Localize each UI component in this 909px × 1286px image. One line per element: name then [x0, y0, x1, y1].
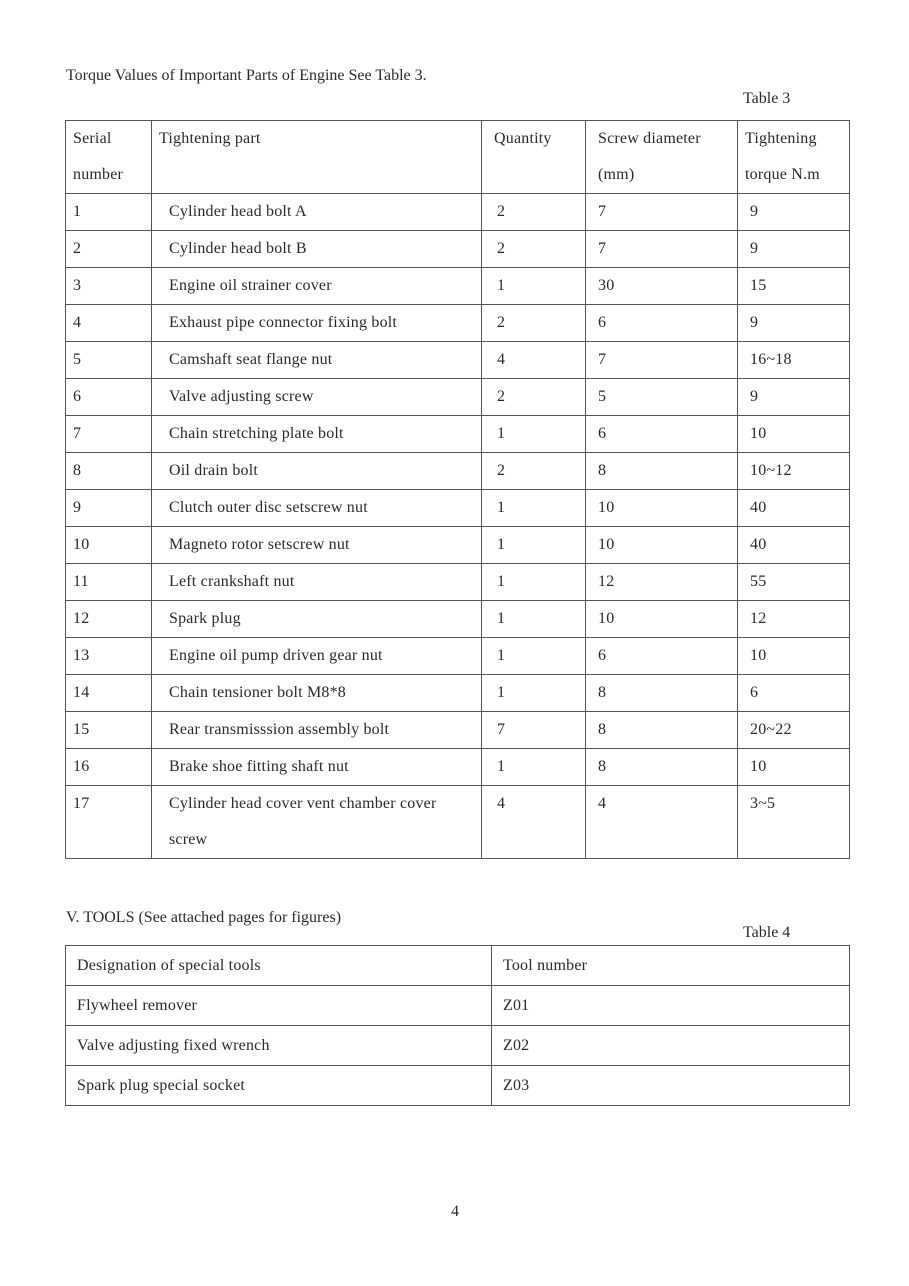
table-cell: Magneto rotor setscrew nut: [152, 527, 482, 564]
table-cell: 9: [738, 379, 850, 416]
column-header: [482, 121, 586, 194]
table-cell: Camshaft seat flange nut: [152, 342, 482, 379]
table-cell: 10: [738, 416, 850, 453]
table-cell: Flywheel remover: [66, 986, 492, 1026]
table-row: [66, 342, 850, 379]
table-row: [66, 490, 850, 527]
column-header: [152, 121, 482, 194]
table-cell: 5: [586, 379, 738, 416]
table-cell: 9: [738, 194, 850, 231]
table-cell: 15: [66, 712, 152, 749]
table3-title: Torque Values of Important Parts of Engine See Table 3.: [66, 67, 427, 84]
table-cell: 9: [738, 305, 850, 342]
table-row: [66, 564, 850, 601]
table-row: [66, 527, 850, 564]
table-cell: 10: [586, 601, 738, 638]
table-cell: 15: [738, 268, 850, 305]
table-cell: 6: [66, 379, 152, 416]
table-cell: Spark plug: [152, 601, 482, 638]
table-cell: 1: [66, 194, 152, 231]
table-cell: Z02: [492, 1026, 850, 1066]
header-line: number: [73, 166, 124, 183]
table-cell: 13: [66, 638, 152, 675]
table-cell: 4: [586, 786, 738, 859]
table-cell: 6: [738, 675, 850, 712]
table4-label: Table 4: [743, 924, 791, 941]
table-cell: Z03: [492, 1066, 850, 1106]
table-cell: 1: [482, 268, 586, 305]
column-header: Tool number: [492, 946, 850, 986]
table-cell: 1: [482, 638, 586, 675]
table-cell: Exhaust pipe connector fixing bolt: [152, 305, 482, 342]
header-line: (mm): [598, 166, 635, 183]
table-row: [66, 1066, 850, 1106]
table-cell: 8: [586, 712, 738, 749]
table-cell: 10: [586, 527, 738, 564]
table-cell: Cylinder head bolt B: [152, 231, 482, 268]
header-line: torque N.m: [745, 166, 820, 183]
table-cell: 3: [66, 268, 152, 305]
table-cell: 7: [586, 194, 738, 231]
table-cell: Engine oil strainer cover: [152, 268, 482, 305]
table-cell: 1: [482, 675, 586, 712]
table-cell: 8: [586, 675, 738, 712]
table-row: [66, 786, 850, 859]
table-cell: 16: [66, 749, 152, 786]
header-line: Screw diameter: [598, 130, 701, 147]
table-row: [66, 986, 850, 1026]
column-header: [586, 121, 738, 194]
table-cell: 8: [66, 453, 152, 490]
table-cell: Oil drain bolt: [152, 453, 482, 490]
table-cell: 30: [586, 268, 738, 305]
table-cell: 10~12: [738, 453, 850, 490]
table-row: [66, 268, 850, 305]
header-line: Quantity: [494, 130, 552, 147]
column-header: Designation of special tools: [66, 946, 492, 986]
table-row: [66, 601, 850, 638]
table-cell: Cylinder head bolt A: [152, 194, 482, 231]
table3-label: Table 3: [743, 90, 791, 107]
table-cell: 40: [738, 490, 850, 527]
table-cell: 4: [482, 342, 586, 379]
table-cell: 9: [66, 490, 152, 527]
table-cell: 6: [586, 638, 738, 675]
table-cell: 3~5: [738, 786, 850, 859]
table-header-row: [66, 121, 850, 194]
table-cell: 10: [738, 638, 850, 675]
table-cell: 1: [482, 416, 586, 453]
table-cell: 1: [482, 749, 586, 786]
table-cell: 1: [482, 564, 586, 601]
table-cell: Left crankshaft nut: [152, 564, 482, 601]
table-row: [66, 453, 850, 490]
table-cell: 8: [586, 453, 738, 490]
table-row: [66, 638, 850, 675]
table-cell: 2: [482, 231, 586, 268]
table-row: [66, 194, 850, 231]
table-cell: 1: [482, 527, 586, 564]
table-header-row: [66, 946, 850, 986]
table-cell: 40: [738, 527, 850, 564]
table-cell: 14: [66, 675, 152, 712]
table-row: [66, 749, 850, 786]
page-number: 4: [451, 1203, 459, 1220]
table-row: [66, 712, 850, 749]
table-cell: 9: [738, 231, 850, 268]
header-line: Tightening: [745, 130, 817, 147]
table-cell: Spark plug special socket: [66, 1066, 492, 1106]
tools-table: [65, 945, 850, 1106]
table-cell: 12: [738, 601, 850, 638]
table-cell: 6: [586, 416, 738, 453]
table-cell: 5: [66, 342, 152, 379]
table-row: [66, 231, 850, 268]
table-cell: 2: [482, 194, 586, 231]
table-cell: Rear transmisssion assembly bolt: [152, 712, 482, 749]
table-row: [66, 305, 850, 342]
table-cell: 12: [586, 564, 738, 601]
header-line: [494, 157, 585, 193]
table-cell: 7: [482, 712, 586, 749]
table-cell: 17: [66, 786, 152, 859]
table-cell: Z01: [492, 986, 850, 1026]
table-cell: 8: [586, 749, 738, 786]
table-cell: 20~22: [738, 712, 850, 749]
table-cell: 16~18: [738, 342, 850, 379]
table-row: [66, 379, 850, 416]
table-cell: 10: [66, 527, 152, 564]
table-cell: Brake shoe fitting shaft nut: [152, 749, 482, 786]
table-row: [66, 675, 850, 712]
table-cell: Clutch outer disc setscrew nut: [152, 490, 482, 527]
table-cell: 10: [586, 490, 738, 527]
table-cell: 2: [66, 231, 152, 268]
header-line: [159, 157, 481, 193]
table-cell: Chain stretching plate bolt: [152, 416, 482, 453]
torque-table: [65, 120, 850, 859]
table-cell: 2: [482, 453, 586, 490]
table-cell: 4: [482, 786, 586, 859]
table-cell: 11: [66, 564, 152, 601]
table-cell: Cylinder head cover vent chamber cover screw: [152, 786, 482, 859]
column-header: [738, 121, 850, 194]
header-line: Tightening part: [159, 130, 261, 147]
table4-title: V. TOOLS (See attached pages for figures): [66, 909, 342, 926]
table-cell: 12: [66, 601, 152, 638]
table-cell: 2: [482, 305, 586, 342]
table-row: [66, 1026, 850, 1066]
table-cell: 6: [586, 305, 738, 342]
table-cell: 1: [482, 490, 586, 527]
header-line: Serial: [73, 130, 112, 147]
table-row: [66, 416, 850, 453]
table-cell: 7: [586, 231, 738, 268]
column-header: [66, 121, 152, 194]
table-cell: Engine oil pump driven gear nut: [152, 638, 482, 675]
table-cell: 55: [738, 564, 850, 601]
table-cell: 7: [586, 342, 738, 379]
table-cell: 4: [66, 305, 152, 342]
table-cell: Valve adjusting fixed wrench: [66, 1026, 492, 1066]
table-cell: 2: [482, 379, 586, 416]
table-cell: 7: [66, 416, 152, 453]
table-cell: 1: [482, 601, 586, 638]
table-cell: Chain tensioner bolt M8*8: [152, 675, 482, 712]
table-cell: Valve adjusting screw: [152, 379, 482, 416]
table-cell: 10: [738, 749, 850, 786]
